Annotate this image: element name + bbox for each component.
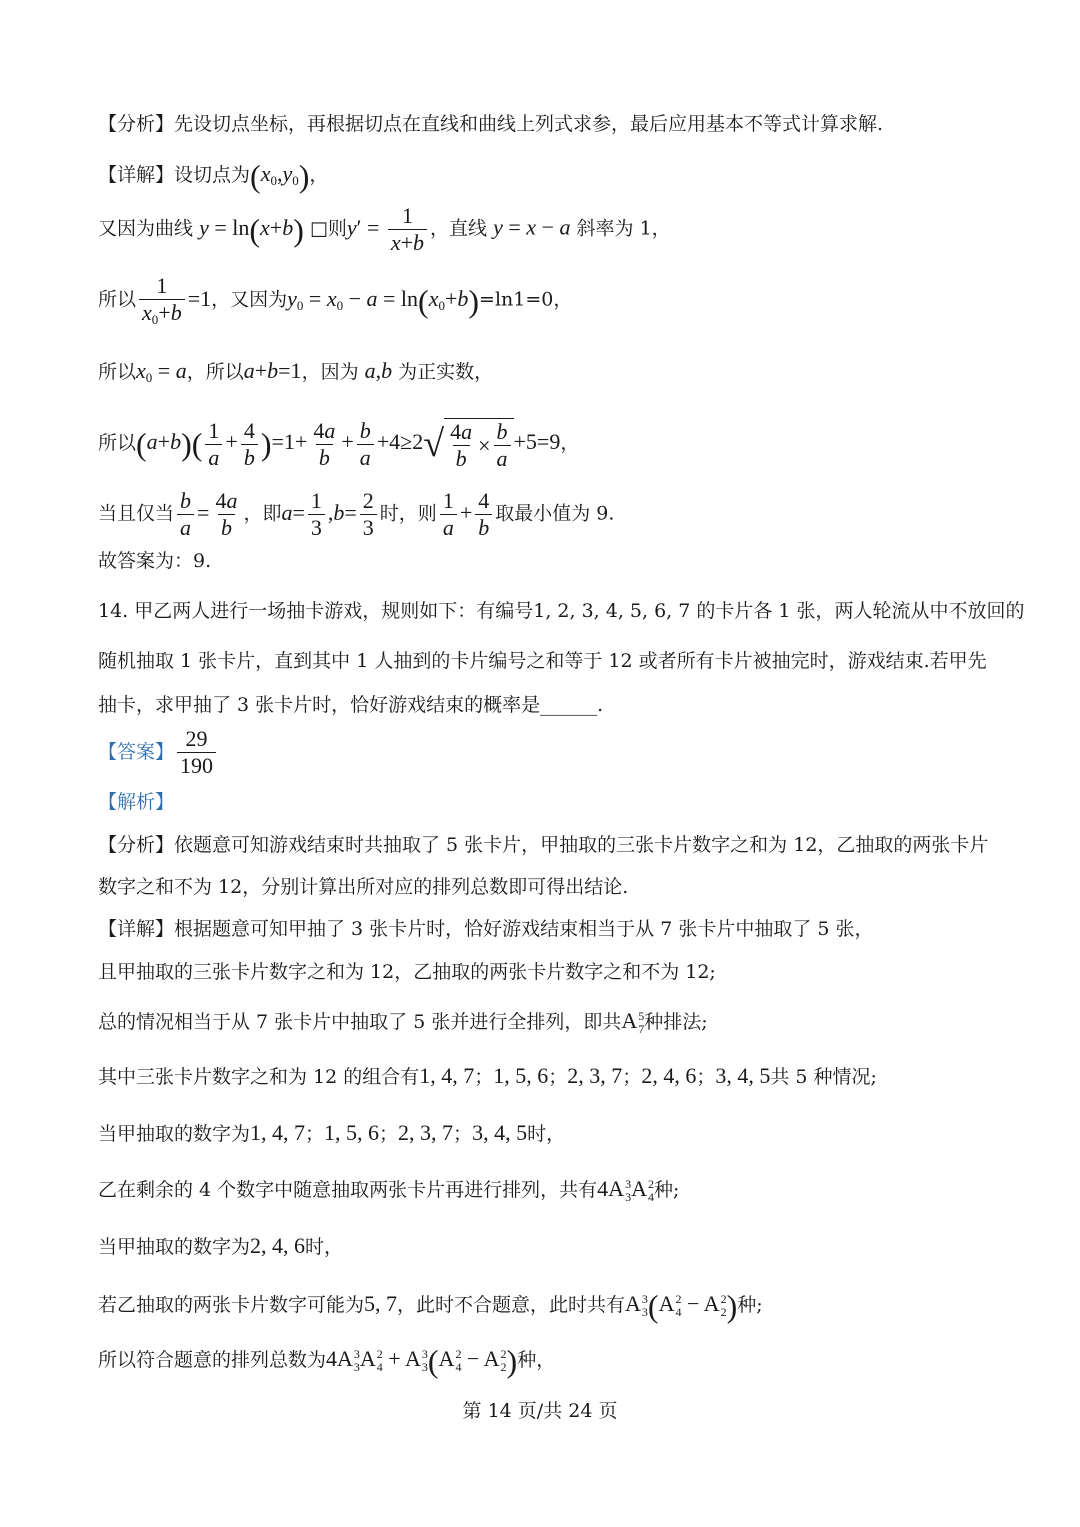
curve-text-d: 斜率为 1， [576,217,671,240]
inequality-line: 所以(a+b)( $\frac{1}{a}$ + $\frac{4}{b}$ )=1+ $\frac{4a}{b}$ + $\frac{b}{a}$ +4≥2 √ $\frac{4a}{b}$ × $\frac{b}{a}$ +5=9， [98,417,580,471]
detail-14-line-9 [98,1345,555,1377]
detail-14-5a: 当甲抽取的数字为 [98,1123,251,1145]
combinations-list: 1, 4, 7 [419,1063,475,1088]
answer-tag: 【答案】 [98,741,175,763]
curve-text-b: □则 [309,217,347,240]
detail-14-line-4: 其中三张卡片数字之和为 12 的组合有1, 4, 7；1, 5, 6；2, 3, 7；2, 4, 6；3, 4, 5共 5 种情况; [98,1063,877,1088]
answer-fraction [177,728,216,777]
detail-14-line-5: 当甲抽取的数字为1, 4, 7；1, 5, 6；2, 3, 7；3, 4, 5时， [98,1120,566,1145]
curve-line [98,205,671,254]
detail-14-text-1: 根据题意可知甲抽了 3 张卡片时，恰好游戏结束相当于从 7 张卡片中抽取了 5 张， [174,918,874,940]
tangent-point-formula: $(x_0,y_0)$ [250,158,310,194]
l7-text-b: ，即 [243,502,282,525]
detail-line-13: 【详解】设切点为$(x_0,y_0)$， [98,158,329,194]
detail-14-line-8 [98,1290,763,1322]
answer-numerator: 29 [185,726,208,751]
detail-14-7a: 当甲抽取的数字为 [98,1236,251,1258]
l4-text-c: =ln1=0， [479,288,573,311]
detail-14-line-7 [98,1235,343,1257]
detail-14-6b: 种; [653,1179,680,1201]
l5-formula-2: a+b=1 [243,358,302,383]
detail-14-line-2: 且甲抽取的三张卡片数字之和为 12，乙抽取的两张卡片数字之和不为 12; [98,961,716,983]
case-3: 2, 3, 7 [398,1120,454,1145]
analysis-line-13 [98,115,883,134]
detail-14-9a: 所以符合题意的排列总数为 [98,1349,327,1372]
question-14-line-3: 抽卡，求甲抽了 3 张卡片时，恰好游戏结束的概率是______. [98,694,604,716]
answer-14 [98,728,219,777]
l4-text-b: ，又因为 [211,288,288,311]
detail-14-9b: 种， [517,1349,556,1372]
detail-14-4a: 其中三张卡片数字之和为 12 的组合有 [98,1066,420,1088]
l7-formula-3: $\frac{1}{a}$ + $\frac{4}{b}$ [437,500,495,525]
detail-14-4b: 共 5 种情况; [770,1066,877,1088]
combo-2: 1, 5, 6 [493,1063,549,1088]
l4-text-a: 所以 [98,288,137,311]
analysis-14-line-2: 数字之和不为 12，分别计算出所对应的排列总数即可得出结论. [98,876,629,898]
pair-57: 5, 7 [364,1291,398,1317]
page-footer: 第 14 页/共 24 页 [462,1400,618,1422]
question-14-line-1: 14. 甲乙两人进行一场抽卡游戏，规则如下：有编号1, 2, 3, 4, 5, 6, 7 的卡片各 1 张，两人轮流从中不放回的 [98,600,1025,622]
case-2: 1, 5, 6 [324,1120,380,1145]
l4-formula-1: $\frac{1}{x_0+b}$ =1 [136,286,211,311]
case-246: 2, 4, 6 [250,1233,306,1258]
curve-formula: y = ln(x+b) [199,211,304,248]
l7-formula-1: $\frac{b}{a}$ = $\frac{4a}{b}$ [174,500,243,525]
detail-14-5b: 时， [527,1123,566,1145]
l5-formula-1: $x_0 = a$ [136,358,187,385]
l5-text-b: ，所以 [186,361,244,383]
combo-3: 2, 3, 7 [567,1063,623,1088]
l5-text-c: ，因为 [301,361,359,383]
equation-line-4 [98,275,572,326]
a75-formula: A 5 7 [621,1008,645,1036]
l7-formula-2: a= $\frac{1}{3}$ ,b= $\frac{2}{3}$ [281,500,379,525]
analysis-text: 先设切点坐标，再根据切点在直线和曲线上列式求参，最后应用基本不等式计算求解. [174,113,884,135]
detail-14-line-1 [98,920,874,939]
count-formula-1: 4A 3 3 A 2 4 [597,1176,654,1204]
total-formula: 4A 3 3 A 2 4 + A 3 3 (A 2 4 − A 2 2 ) [326,1343,518,1379]
l5-text-d: 为正实数， [398,361,494,383]
l5-formula-3: a,b [364,358,393,383]
answer-13: 故答案为：9. [98,550,212,572]
detail-14-8b: ，此时不合题意，此时共有 [397,1294,626,1317]
count-formula-2: A 3 3 (A 2 4 − A 2 2 ) [625,1288,738,1324]
equation-line-5 [98,360,493,384]
detail-14-8c: 种; [737,1294,763,1317]
line-formula: y = x − a [493,214,571,240]
detail-14-8a: 若乙抽取的两张卡片数字可能为 [98,1294,365,1317]
inequality-formula: (a+b)( $\frac{1}{a}$ + $\frac{4}{b}$ )=1+ $\frac{4a}{b}$ + $\frac{b}{a}$ +4≥2 √ $\frac{4a}{b}$ × $\frac{b}{a}$ +5=9 [136,417,561,471]
combo-5: 3, 4, 5 [715,1063,771,1088]
l7-text-d: 取最小值为 9. [495,502,615,525]
detail-14-7b: 时， [305,1236,344,1258]
analysis-14-line-1 [98,836,988,855]
l7-text-c: 时，则 [379,502,437,525]
case-list: 1, 4, 7 [250,1120,306,1145]
curve-text-a: 又因为曲线 [98,217,194,240]
l4-formula-2: $y_0 = x_0 - a = \ln(x_0+b)$ [287,282,480,319]
analysis-14-tag: 【分析】 [98,834,175,856]
case-4: 3, 4, 5 [472,1120,528,1145]
detail-14-3b: 种排法; [644,1011,708,1033]
jiexi-tag: 【解析】 [98,791,175,813]
detail-14-3a: 总的情况相当于从 7 张卡片中抽取了 5 张并进行全排列，即共 [98,1011,622,1033]
curve-text-c: ，直线 [430,217,488,240]
combo-4: 2, 4, 6 [641,1063,697,1088]
l5-text-a: 所以 [98,361,137,383]
analysis-14-text-1: 依题意可知游戏结束时共抽取了 5 张卡片，甲抽取的三张卡片数字之和为 12，乙抽取的两张卡片 [174,834,989,856]
detail-tag: 【详解】 [98,164,175,187]
detail-14-tag: 【详解】 [98,918,175,940]
analysis-tag: 【分析】 [98,113,175,135]
question-14-line-2: 随机抽取 1 张卡片，直到其中 1 人抽到的卡片编号之和等于 12 或者所有卡片被抽完时，游戏结束.若甲先 [98,650,987,672]
l7-text-a: 当且仅当 [98,502,175,525]
l6-text-a: 所以 [98,432,137,455]
derivative-formula: y′ = $\frac{1}{x+b}$ [347,215,430,240]
detail-text: 设切点为 [174,164,251,187]
equality-line [98,490,614,539]
detail-14-line-6 [98,1178,679,1204]
detail-14-line-3 [98,1010,708,1036]
detail-14-6a: 乙在剩余的 4 个数字中随意抽取两张卡片再进行排列，共有 [98,1179,598,1201]
answer-denominator: 190 [177,752,216,777]
